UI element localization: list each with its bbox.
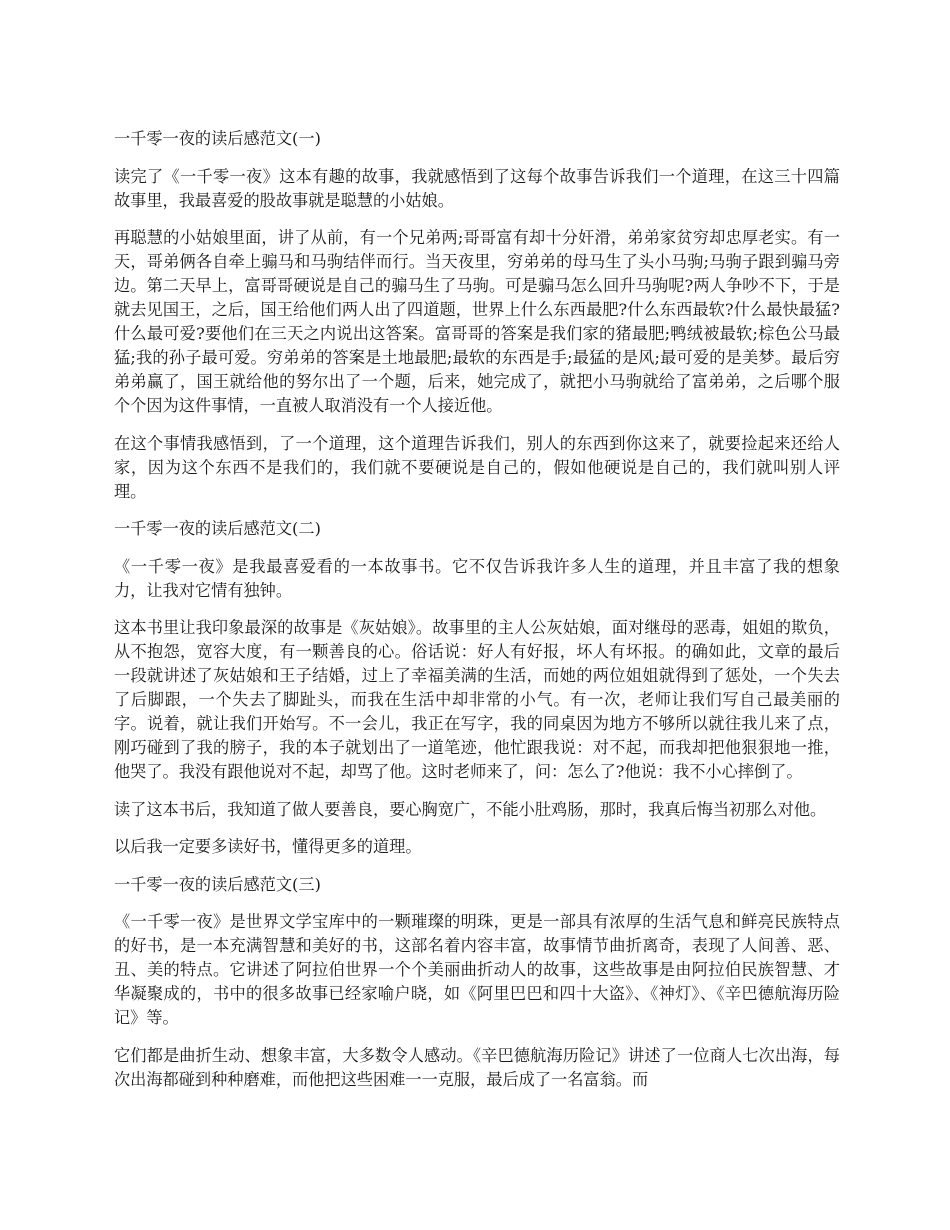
paragraph: 这本书里让我印象最深的故事是《灰姑娘》。故事里的主人公灰姑娘，面对继母的恶毒，姐姐的欺负，从不抱怨，宽容大度，有一颗善良的心。俗话说：好人有好报，坏人有坏报。的确如此，文章的最后一段就讲述了灰姑娘和王子结婚，过上了幸福美满的生活，而她的两位姐姐就得到了惩处，一个失去了后脚跟，一个失去了脚趾头，而我在生活中却非常的小气。有一次，老师让我们写自己最美丽的字。说着，就让我们开始写。不一会儿，我正在写字，我的同桌因为地方不够所以就往我儿来了点，刚巧碰到了我的膀子，我的本子就划出了一道笔迹，他忙跟我说：对不起，而我却把他狠狠地一推，他哭了。我没有跟他说对不起，却骂了他。这时老师来了，问：怎么了?他说：我不小心摔倒了。 [114, 618, 840, 781]
paragraph: 它们都是曲折生动、想象丰富，大多数令人感动。《辛巴德航海历险记》讲述了一位商人七次出海，每次出海都碰到种种磨难，而他把这些困难一一克服，最后成了一名富翁。而 [114, 1045, 840, 1089]
section-heading-1: 一千零一夜的读后感范文(一) [114, 129, 321, 148]
paragraph: 在这个事情我感悟到，了一个道理，这个道理告诉我们，别人的东西到你这来了，就要捡起来还给人家，因为这个东西不是我们的，我们就不要硬说是自己的，假如他硬说是自己的，我们就叫别人评理。 [114, 433, 840, 501]
section-heading-2: 一千零一夜的读后感范文(二) [114, 519, 321, 538]
paragraph: 《一千零一夜》是我最喜爱看的一本故事书。它不仅告诉我许多人生的道理，并且丰富了我的想象力，让我对它情有独钟。 [114, 556, 840, 600]
paragraph: 读了这本书后，我知道了做人要善良，要心胸宽广，不能小肚鸡肠，那时，我真后悔当初那么对他。 [114, 799, 827, 819]
paragraph: 读完了《一千零一夜》这本有趣的故事，我就感悟到了这每个故事告诉我们一个道理，在这三十四篇故事里，我最喜爱的股故事就是聪慧的小姑娘。 [114, 166, 840, 210]
document-page [114, 127, 840, 1105]
paragraph: 再聪慧的小姑娘里面，讲了从前，有一个兄弟两;哥哥富有却十分奸滑，弟弟家贫穷却忠厚老实。有一天，哥弟俩各自牵上骟马和马驹结伴而行。当天夜里，穷弟弟的母马生了头小马驹;马驹子跟到骟马旁边。第二天早上，富哥哥硬说是自己的骟马生了马驹。可是骟马怎么回升马驹呢?两人争吵不下，于是就去见国王，之后，国王给他们两人出了四道题，世界上什么东西最肥?什么东西最软?什么最快最猛?什么最可爱?要他们在三天之内说出这答案。富哥哥的答案是我们家的猪最肥;鸭绒被最软;棕色公马最猛;我的孙子最可爱。穷弟弟的答案是土地最肥;最软的东西是手;最猛的是风;最可爱的是美梦。最后穷弟弟赢了，国王就给他的努尔出了一个题，后来，她完成了，就把小马驹就给了富弟弟，之后哪个服个个因为这件事情，一直被人取消没有一个人接近他。 [114, 228, 840, 415]
paragraph: 《一千零一夜》是世界文学宝库中的一颗璀璨的明珠，更是一部具有浓厚的生活气息和鲜亮民族特点的好书，是一本充满智慧和美好的书，这部名着内容丰富，故事情节曲折离奇，表现了人间善、恶、丑、美的特点。它讲述了阿拉伯世界一个个美丽曲折动人的故事，这些故事是由阿拉伯民族智慧、才华凝聚成的，书中的很多故事已经家喻户晓，如《阿里巴巴和四十大盗》、《神灯》、《辛巴德航海历险记》等。 [114, 912, 840, 1027]
section-heading-3: 一千零一夜的读后感范文(三) [114, 874, 321, 894]
paragraph: 以后我一定要多读好书，懂得更多的道理。 [114, 837, 422, 856]
